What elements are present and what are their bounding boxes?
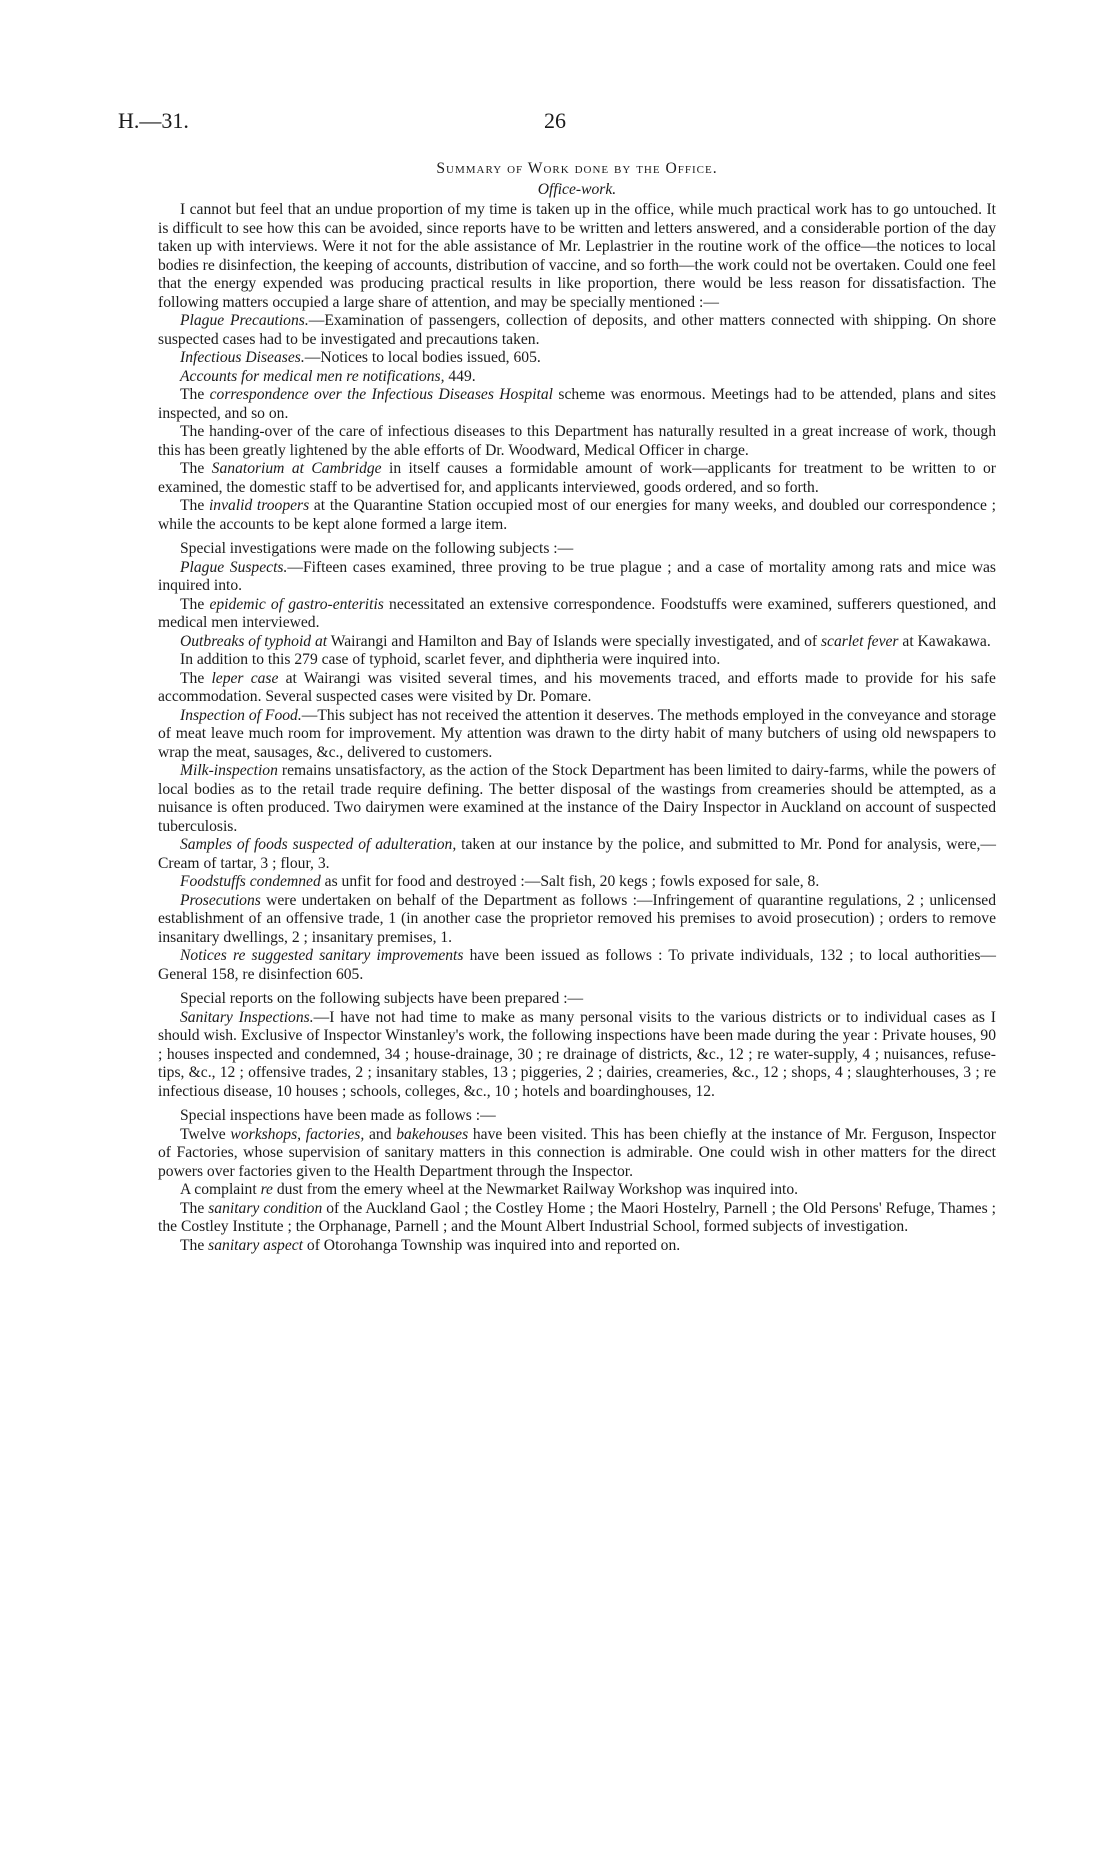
italic-phrase: Samples of foods suspected of adulteration, (180, 836, 457, 853)
italic-phrase: Inspection of Food. (180, 706, 302, 724)
italic-phrase: re (260, 1181, 273, 1198)
italic-phrase: correspondence over the Infectious Diseases Hospital (209, 386, 554, 403)
text-run: The (180, 669, 212, 687)
text-run: The (180, 1236, 209, 1254)
text-run: and (364, 1125, 397, 1143)
italic-phrase: workshops, factories, (230, 1125, 365, 1143)
italic-phrase: Prosecutions (180, 891, 261, 909)
text-run: at Kawakawa. (898, 632, 991, 650)
text-run: A complaint (180, 1181, 261, 1198)
paragraph (158, 1200, 996, 1237)
text-run: necessitated an extensive correspondence. Foodstuffs were examined, sufferers questioned, and medical men interviewed. (158, 595, 996, 631)
paragraph (158, 1126, 996, 1182)
paragraph (158, 368, 996, 387)
text-run: In addition to this 279 case of typhoid, scarlet fever, and diphtheria were inquired into. (180, 651, 721, 668)
text-run: 449. (444, 367, 476, 385)
paragraph (158, 762, 996, 836)
paragraph (158, 497, 996, 534)
document-body (158, 160, 996, 1255)
text-run: The (180, 1199, 209, 1217)
text-run: —Notices to local bodies issued, 605. (304, 349, 541, 366)
paragraph (158, 892, 996, 948)
italic-phrase: Plague Precautions. (180, 312, 309, 329)
italic-phrase: Accounts for medical men re notifications, (180, 367, 445, 385)
text-run: —I have not had time to make as many personal visits to the various districts or to individual cases as I should wish. Exclusive of Inspector Winstanley's work, the following inspections have been made during the year : Private houses, 90 ; houses inspected and condemned, 34 ; house-drainage, 30 ; re drainage of districts, &c., 12 ; re water-supply, 4 ; nuisances, refuse-tips, &c., 12 ; offensive trades, 2 ; insanitary stables, 13 ; piggeries, 2 ; dairies, creameries, &c., 12 ; shops, 4 ; slaughterhouses, 3 ; re infectious disease, 10 houses ; schools, colleges, &c., 10 ; hotels and boardinghouses, 12. (158, 1008, 996, 1100)
text-run: —Examination of passengers, collection of deposits, and other matters connected with shipping. On shore suspected cases had to be investigated and precautions taken. (158, 312, 996, 348)
paragraph (158, 312, 996, 349)
paragraph (158, 633, 996, 652)
paragraph (158, 836, 996, 873)
paragraph (158, 201, 996, 312)
paragraph (158, 596, 996, 633)
text-run: The (180, 386, 210, 403)
text-run: The (180, 595, 210, 613)
paragraph (158, 559, 996, 596)
text-run: Wairangi and Hamilton and Bay of Islands were specially investigated, and of (327, 632, 821, 650)
italic-phrase: leper case (211, 669, 279, 687)
paragraph (158, 651, 996, 670)
paragraph (158, 386, 996, 423)
italic-phrase: Infectious Diseases. (180, 349, 305, 366)
italic-phrase: Sanitary Inspections. (180, 1008, 314, 1026)
italic-phrase: invalid troopers (208, 497, 310, 514)
text-run: at Wairangi was visited several times, and his movements traced, and efforts made to provide for his safe accommodation. Several suspected cases were visited by Dr. Pomare. (158, 669, 996, 705)
text-run: The (180, 460, 212, 477)
paragraph (158, 947, 996, 984)
text-run: Special investigations were made on the following subjects :— (180, 540, 574, 557)
paragraph (158, 1237, 996, 1256)
text-run: at the Quarantine Station occupied most of our energies for many weeks, and doubled our correspondence ; while the accounts to be kept alone formed a large item. (158, 497, 996, 533)
paragraph (158, 670, 996, 707)
text-run: —This subject has not received the attention it deserves. The methods employed in the conveyance and storage of meat leave much room for improvement. My attention was drawn to the dirty habit of many butchers of using old newspapers to wrap the meat, sausages, &c., delivered to customers. (158, 706, 996, 761)
text-run: Twelve (180, 1125, 231, 1143)
text-run: I cannot but feel that an undue proportion of my time is taken up in the office, while much practical work has to go untouched. It is difficult to see how this can be avoided, since reports have to be written and letters answered, and a considerable portion of the day taken up with interviews. Were it not for the able assistance of Mr. Leplastrier in the routine work of the office—the notices to local bodies re disinfection, the keeping of accounts, distribution of vaccine, and so forth—the work could not be overtaken. Could one feel that the energy expended was producing practical results in like proportion, there would be less reason for dissatisfaction. The following matters occupied a large share of attention, and may be specially mentioned :— (158, 201, 996, 311)
paragraph (158, 1181, 996, 1200)
paragraph (158, 460, 996, 497)
page-number: 26 (544, 108, 566, 133)
italic-phrase: epidemic of gastro-enteritis (209, 595, 384, 613)
italic-phrase: Plague Suspects. (180, 558, 288, 576)
text-run: scheme was enormous. Meetings had to be attended, plans and sites inspected, and so on. (158, 386, 996, 422)
text-run: remains unsatisfactory, as the action of the Stock Department has been limited to dairy-farms, while the powers of local bodies as to the retail trade require defining. The better disposal of the wastings from creameries should be attempted, as a nuisance is often produced. Two dairymen were examined at the instance of the Dairy Inspector in Auckland on account of suspected tuberculosis. (158, 762, 996, 835)
text-run: as unfit for food and destroyed :—Salt fish, 20 kegs ; fowls exposed for sale, 8. (320, 873, 820, 890)
text-run: Special inspections have been made as follows :— (180, 1107, 496, 1124)
paragraph (158, 349, 996, 368)
text-run: The (180, 497, 209, 514)
italic-phrase: Milk-inspection (180, 762, 278, 779)
italic-phrase: Sanatorium at Cambridge (211, 460, 382, 477)
paragraph (158, 423, 996, 460)
paragraph (158, 873, 996, 892)
italic-phrase: Outbreaks of typhoid at (180, 632, 328, 650)
paragraph (158, 990, 996, 1009)
text-run: taken at our instance by the police, and submitted to Mr. Pond for analysis, were,—Cream of tartar, 3 ; flour, 3. (158, 836, 996, 872)
text-run: of Otorohanga Township was inquired into and reported on. (303, 1236, 681, 1254)
text-run: —Fifteen cases examined, three proving to be true plague ; and a case of mortality among rats and mice was inquired into. (158, 558, 996, 594)
text-run: have been issued as follows : To private individuals, 132 ; to local authorities—General 158, re disinfection 605. (158, 947, 996, 983)
document-reference: H.—31. (118, 108, 189, 133)
text-run: Special reports on the following subjects have been prepared :— (180, 990, 584, 1007)
paragraph-list (158, 201, 996, 1255)
text-run: in itself causes a formidable amount of work—applicants for treatment to be written to or examined, the domestic staff to be advertised for, and applicants interviewed, goods ordered, and so forth. (158, 460, 996, 496)
text-run: of the Auckland Gaol ; the Costley Home ; the Maori Hostelry, Parnell ; the Old Persons' Refuge, Thames ; the Costley Institute ; the Orphanage, Parnell ; and the Mount Albert Industrial School, formed subjects of investigation. (158, 1199, 996, 1235)
paragraph (158, 707, 996, 763)
italic-phrase: Foodstuffs condemned (180, 873, 321, 890)
italic-phrase: sanitary aspect (208, 1236, 304, 1254)
text-run: dust from the emery wheel at the Newmarket Railway Workshop was inquired into. (272, 1181, 799, 1198)
italic-phrase: sanitary condition (208, 1199, 323, 1217)
paragraph (158, 1107, 996, 1126)
italic-phrase: scarlet fever (820, 632, 899, 650)
text-run: have been visited. This has been chiefly at the instance of Mr. Ferguson, Inspector of Factories, whose supervision of sanitary matters in this connection is admirable. One could wish in other matters for the direct powers over factories given to the Health Department through the Inspector. (158, 1125, 996, 1180)
text-run: were undertaken on behalf of the Department as follows :—Infringement of quarantine regulations, 2 ; unlicensed establishment of an offensive trade, 1 (in another case the proprietor removed his premises to avoid prosecution) ; orders to remove insanitary dwellings, 2 ; insanitary premises, 1. (158, 891, 996, 946)
paragraph (158, 540, 996, 559)
section-title: Summary of Work done by the Office. (436, 160, 718, 177)
italic-phrase: bakehouses (396, 1125, 469, 1143)
text-run: The handing-over of the care of infectious diseases to this Department has naturally resulted in a great increase of work, though this has been greatly lightened by the able efforts of Dr. Woodward, Medical Officer in charge. (158, 423, 996, 459)
section-subtitle: Office-work. (537, 180, 617, 198)
italic-phrase: Notices re suggested sanitary improvements (180, 947, 464, 964)
paragraph (158, 1009, 996, 1102)
